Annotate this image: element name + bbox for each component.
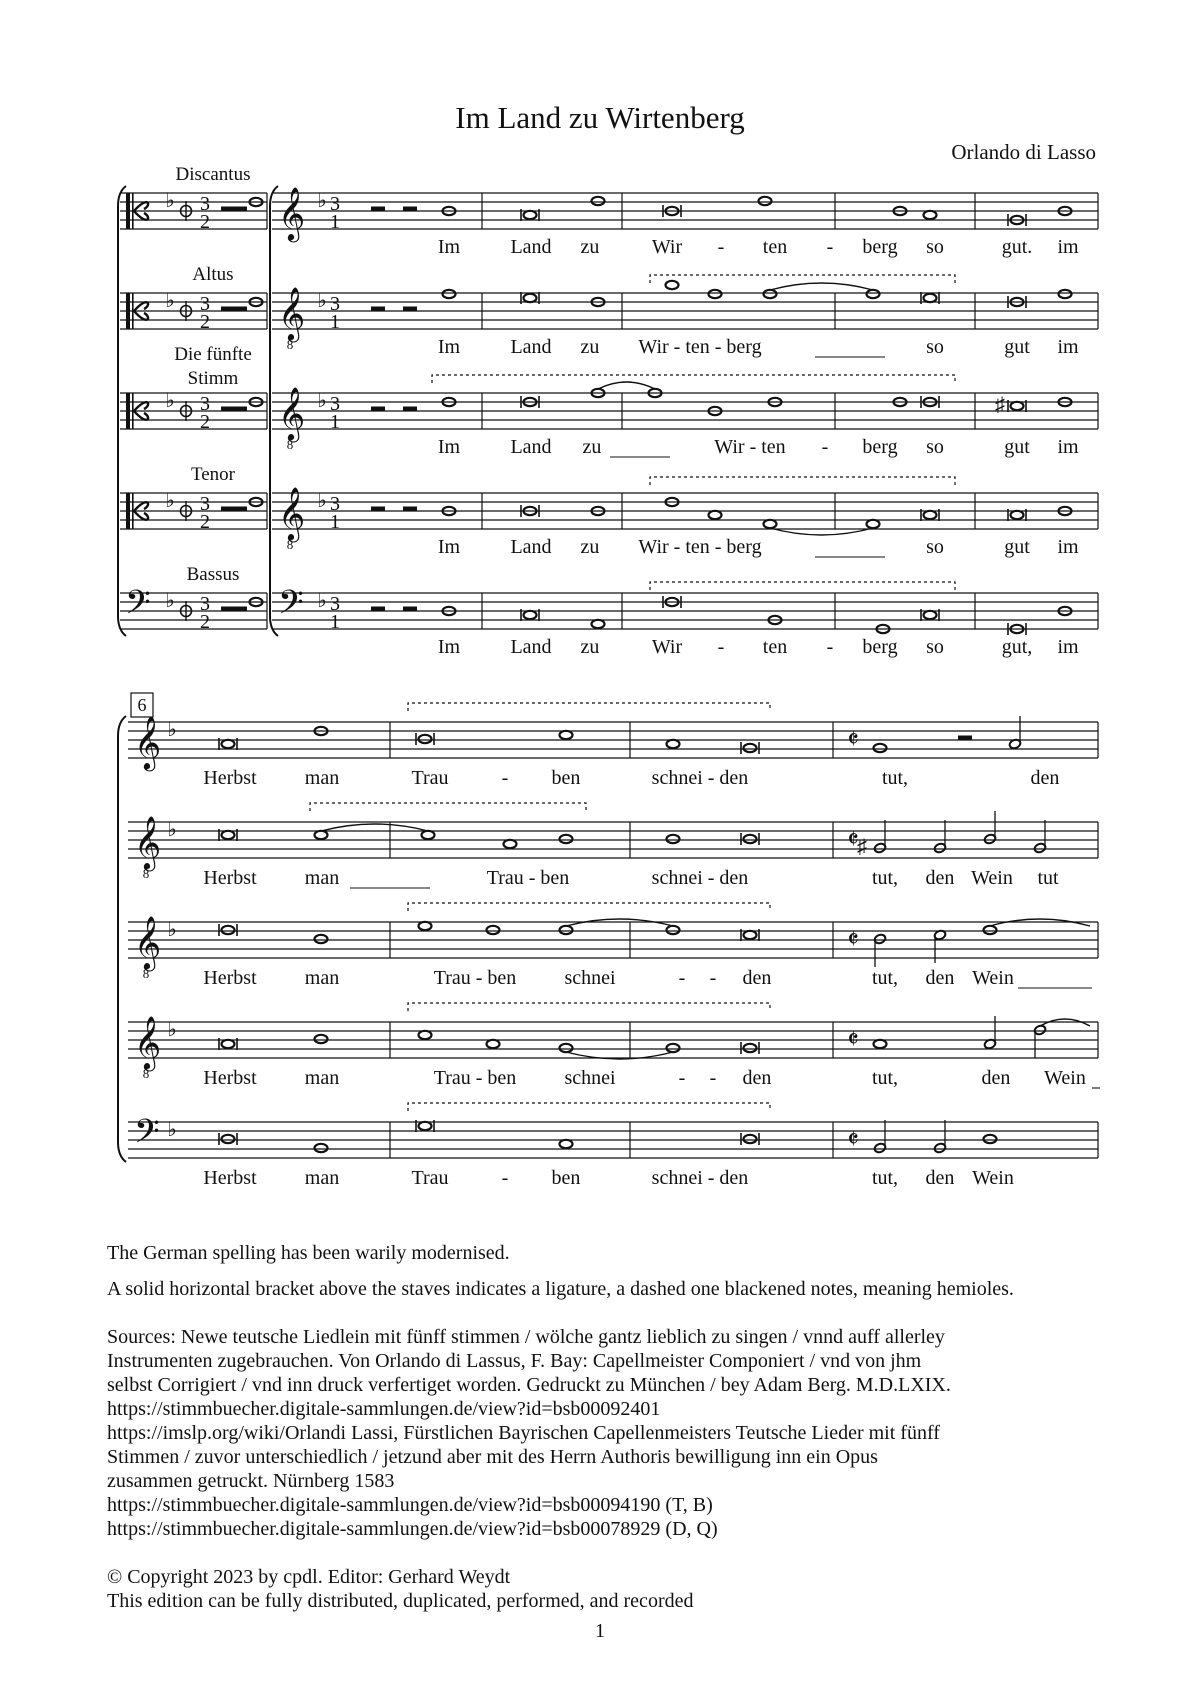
whole-note	[667, 926, 680, 934]
lyric-syllable: man	[304, 867, 340, 889]
incipit-rest	[221, 307, 235, 312]
time-signature-bottom: 2	[200, 411, 210, 433]
whole-note	[419, 1031, 432, 1039]
octave-eight-mark: 8	[286, 537, 294, 552]
breve-note	[419, 1122, 432, 1130]
breve-rest	[403, 207, 417, 212]
time-signature-bottom: 1	[330, 411, 340, 433]
lyric-syllable: zu	[580, 536, 600, 558]
time-signature-bottom: 1	[330, 311, 340, 333]
measure-number: 6	[137, 695, 147, 715]
c-clef-bar-thin	[132, 493, 134, 529]
hemiola-bracket	[408, 1103, 770, 1111]
bass-clef-icon: 𝄢	[134, 1113, 160, 1158]
time-signature-top: 3	[200, 493, 210, 515]
whole-note	[984, 1135, 997, 1143]
breve-rest	[403, 507, 417, 512]
time-signature-bottom: 1	[330, 211, 340, 233]
lyric-syllable: Trau - ben	[486, 867, 570, 889]
whole-note	[984, 926, 997, 934]
lyric-syllable: zu	[582, 436, 602, 458]
lyric-syllable: zu	[580, 236, 600, 258]
copyright-block	[107, 1565, 1117, 1613]
octave-eight-mark: 8	[286, 437, 294, 452]
footnote-brackets: A solid horizontal bracket above the staves indicates a ligature, a dashed one blackened notes, meaning hemioles.	[107, 1278, 1014, 1300]
lyric-syllable: zu	[580, 636, 600, 658]
treble-clef-icon: 𝄞	[134, 917, 162, 968]
breve-note	[744, 744, 757, 752]
breve-rest	[371, 507, 385, 512]
breve-note	[1011, 511, 1024, 519]
octave-eight-mark: 8	[286, 337, 294, 352]
source-line: Sources: Newe teutsche Liedlein mit fünff stimmen / wölche gantz lieblich zu singen / vnnd auff allerley	[107, 1326, 945, 1348]
cut-time-icon: 𝄵	[847, 1125, 859, 1154]
breve-note	[1011, 402, 1024, 410]
tie-slur	[321, 824, 428, 831]
cut-time-icon: 𝄵	[847, 925, 859, 954]
time-signature-bottom: 1	[330, 511, 340, 533]
whole-note	[422, 831, 435, 839]
lyric-syllable: den	[742, 1067, 772, 1089]
source-line: zusammen getruckt. Nürnberg 1583	[107, 1470, 395, 1492]
lyric-syllable: Wir - ten	[714, 436, 786, 458]
whole-note	[667, 1044, 680, 1052]
breve-note	[924, 294, 937, 302]
incipit-rest	[221, 507, 235, 512]
treble-clef-icon: 𝄞	[134, 717, 162, 768]
treble-clef-icon: 𝄞	[278, 288, 306, 339]
whole-note	[560, 1044, 573, 1052]
incipit-rest	[221, 607, 235, 612]
lyric-syllable: gut,	[1001, 636, 1033, 658]
lyric-syllable: gut.	[1001, 236, 1033, 258]
breve-rest	[371, 607, 385, 612]
sharp-icon: ♯	[995, 394, 1005, 416]
lyric-syllable: schnei - den	[651, 1167, 749, 1189]
lyric-syllable: gut	[1004, 336, 1030, 358]
lyric-syllable: den	[981, 1067, 1011, 1089]
lyric-syllable: Herbst	[203, 867, 257, 889]
lyric-syllable: den	[925, 967, 955, 989]
copyright-line: © Copyright 2023 by cpdl. Editor: Gerhard Weydt	[107, 1566, 511, 1588]
whole-note	[666, 281, 679, 289]
lyric-syllable: Land	[510, 336, 552, 358]
lyric-syllable: Im	[437, 536, 461, 558]
lyric-syllable: ten	[762, 236, 788, 258]
breve-note	[222, 926, 235, 934]
breve-note	[524, 211, 537, 219]
lyric-syllable: Wir	[651, 236, 683, 258]
hemiola-bracket	[650, 275, 955, 283]
flat-icon: ♭	[165, 290, 175, 312]
lyric-syllable: Land	[510, 636, 552, 658]
lyric-syllable: Im	[437, 236, 461, 258]
voice-name-quinta: Die fünfte	[174, 344, 252, 365]
flat-icon: ♭	[167, 1019, 177, 1041]
treble-clef-icon: 𝄞	[134, 817, 162, 868]
lyric-syllable: schnei	[564, 967, 616, 989]
whole-note	[560, 926, 573, 934]
lyric-syllable: -	[709, 967, 717, 989]
page-number: 1	[595, 1620, 605, 1642]
breve-rest	[371, 207, 385, 212]
whole-note	[419, 922, 432, 930]
treble-clef-icon: 𝄞	[278, 488, 306, 539]
time-signature-bottom: 2	[200, 611, 210, 633]
lyric-syllable: gut	[1004, 536, 1030, 558]
incipit-rest	[233, 607, 247, 612]
flat-icon: ♭	[165, 490, 175, 512]
flat-icon: ♭	[167, 819, 177, 841]
lyric-syllable: schnei - den	[651, 767, 749, 789]
c-clef-bar-thin	[132, 293, 134, 329]
whole-note	[874, 744, 887, 752]
breve-note	[744, 835, 757, 843]
lyric-syllable: Wein	[972, 967, 1014, 989]
source-line: https://stimmbuecher.digitale-sammlungen.de/view?id=bsb00094190 (T, B)	[107, 1494, 713, 1516]
whole-note	[709, 290, 722, 298]
bass-clef-icon: 𝄢	[125, 584, 151, 629]
source-line: selbst Corrigiert / vnd inn druck verfertiget worden. Gedruckt zu München / bey Adam Berg. M.D.LXIX.	[107, 1374, 951, 1396]
lyric-syllable: ten	[762, 636, 788, 658]
flat-icon: ♭	[165, 190, 175, 212]
octave-eight-mark: 8	[142, 866, 150, 881]
incipit-rest	[233, 307, 247, 312]
lyric-syllable: den	[925, 867, 955, 889]
composer-name: Orlando di Lasso	[951, 140, 1096, 164]
lyric-syllable: Land	[510, 536, 552, 558]
breve-rest	[403, 607, 417, 612]
time-signature-top: 3	[200, 293, 210, 315]
whole-note	[764, 520, 777, 528]
lyric-syllable: man	[304, 1167, 340, 1189]
incipit-rest	[233, 407, 247, 412]
lyric-syllable: so	[926, 536, 944, 558]
source-line: https://imslp.org/wiki/Orlandi Lassi, Fürstlichen Bayrischen Capellenmeisters Teutsche Lieder mit fünff	[107, 1422, 940, 1444]
octave-eight-mark: 8	[142, 966, 150, 981]
lyric-syllable: -	[709, 1067, 717, 1089]
whole-note	[315, 1144, 328, 1152]
c-clef-bar	[126, 393, 130, 429]
source-line: https://stimmbuecher.digitale-sammlungen.de/view?id=bsb00092401	[107, 1398, 661, 1420]
time-signature-top: 3	[330, 593, 340, 615]
lyric-syllable: so	[926, 236, 944, 258]
lyric-syllable: tut,	[871, 967, 899, 989]
whole-note	[867, 290, 880, 298]
lyric-syllable: Wir	[651, 636, 683, 658]
breve-note	[744, 1135, 757, 1143]
breve-note	[524, 611, 537, 619]
lyric-syllable: den	[742, 967, 772, 989]
incipit-rest	[221, 407, 235, 412]
sharp-icon: ♯	[857, 836, 867, 858]
hemiola-bracket	[650, 582, 955, 590]
time-signature-top: 3	[200, 593, 210, 615]
lyric-syllable: den	[1030, 767, 1060, 789]
flat-icon: ♭	[165, 590, 175, 612]
flat-icon: ♭	[317, 390, 327, 412]
whole-note	[487, 1040, 500, 1048]
c-clef-bar-thin	[132, 193, 134, 229]
hemiola-bracket	[408, 703, 770, 711]
tie-slur	[598, 382, 655, 389]
whole-note	[667, 740, 680, 748]
whole-note	[315, 935, 328, 943]
treble-clef-icon: 𝄞	[278, 388, 306, 439]
flat-icon: ♭	[317, 590, 327, 612]
hemiola-bracket	[408, 903, 770, 911]
lyric-syllable: Land	[510, 236, 552, 258]
hemiola-bracket	[432, 375, 955, 383]
breve-rest	[403, 307, 417, 312]
lyric-syllable: Im	[437, 436, 461, 458]
voice-name-bassus: Bassus	[186, 564, 240, 585]
whole-note	[487, 926, 500, 934]
whole-note	[667, 835, 680, 843]
hemiola-bracket	[310, 803, 586, 811]
flat-icon: ♭	[317, 490, 327, 512]
score-title: Im Land zu Wirtenberg	[455, 100, 745, 135]
lyric-syllable: Trau - ben	[433, 967, 517, 989]
lyric-syllable: -	[821, 436, 829, 458]
hemiola-bracket	[650, 477, 955, 485]
c-clef-bar	[126, 193, 130, 229]
breve-note	[222, 1135, 235, 1143]
breve-note	[222, 1040, 235, 1048]
lyric-syllable: Wein	[1044, 1067, 1086, 1089]
lyric-syllable: -	[826, 636, 834, 658]
c-clef-bar	[126, 293, 130, 329]
breve-note	[744, 1044, 757, 1052]
voice-name-altus: Altus	[192, 264, 234, 285]
lyric-syllable: berg	[862, 636, 898, 658]
voice-name-discantus: Discantus	[175, 164, 251, 185]
breve-rest	[371, 307, 385, 312]
time-signature-top: 3	[330, 193, 340, 215]
time-signature-bottom: 1	[330, 611, 340, 633]
whole-note	[560, 835, 573, 843]
breve-note	[419, 735, 432, 743]
flat-icon: ♭	[317, 290, 327, 312]
lyric-syllable: man	[304, 767, 340, 789]
lyric-syllable: Wein	[971, 867, 1013, 889]
lyric-syllable: berg	[862, 236, 898, 258]
flat-icon: ♭	[167, 919, 177, 941]
treble-clef-icon: 𝄞	[134, 1017, 162, 1068]
whole-note	[504, 840, 517, 848]
time-signature-top: 3	[330, 293, 340, 315]
lyric-syllable: Im	[437, 636, 461, 658]
copyright-line: This edition can be fully distributed, duplicated, performed, and recorded	[107, 1590, 694, 1612]
lyric-syllable: -	[678, 967, 686, 989]
lyric-syllable: im	[1057, 236, 1079, 258]
lyric-syllable: -	[501, 1167, 509, 1189]
lyric-syllable: ben	[551, 767, 581, 789]
breve-note	[744, 931, 757, 939]
c-clef-bar	[126, 493, 130, 529]
time-signature-bottom: 2	[200, 511, 210, 533]
whole-note	[764, 290, 777, 298]
treble-clef-icon: 𝄞	[278, 188, 306, 239]
breve-note	[222, 831, 235, 839]
lyric-syllable: Herbst	[203, 1167, 257, 1189]
c-clef-bar-thin	[132, 393, 134, 429]
breve-rest	[403, 407, 417, 412]
flat-icon: ♭	[167, 719, 177, 741]
lyric-syllable: Herbst	[203, 767, 257, 789]
lyric-syllable: -	[826, 236, 834, 258]
lyric-syllable: berg	[862, 436, 898, 458]
lyric-syllable: Trau - ben	[433, 1067, 517, 1089]
lyric-syllable: Herbst	[203, 1067, 257, 1089]
sources-block	[107, 1325, 1117, 1541]
flat-icon: ♭	[167, 1119, 177, 1141]
lyric-syllable: -	[501, 767, 509, 789]
lyric-syllable: im	[1057, 336, 1079, 358]
flat-icon: ♭	[165, 390, 175, 412]
breve-rest	[371, 407, 385, 412]
lyric-syllable: Wir - ten - berg	[638, 536, 762, 558]
whole-note	[874, 1040, 887, 1048]
lyric-syllable: so	[926, 436, 944, 458]
whole-note	[315, 831, 328, 839]
lyric-syllable: ben	[551, 1167, 581, 1189]
whole-note	[759, 197, 772, 205]
lyric-syllable: im	[1057, 636, 1079, 658]
lyric-syllable: den	[925, 1167, 955, 1189]
lyric-syllable: zu	[580, 336, 600, 358]
lyric-syllable: Land	[510, 436, 552, 458]
whole-note	[867, 520, 880, 528]
source-line: Stimmen / zuvor unterschiedlich / jetzund aber mit des Herrn Authoris bewilligung inn ein Opus	[107, 1446, 878, 1468]
bass-clef-icon: 𝄢	[278, 584, 304, 629]
lyric-syllable: tut,	[871, 1067, 899, 1089]
time-signature-top: 3	[200, 393, 210, 415]
lyric-syllable: tut,	[871, 1167, 899, 1189]
incipit-rest	[233, 207, 247, 212]
whole-note	[592, 620, 605, 628]
hemiola-bracket	[408, 1003, 770, 1011]
flat-icon: ♭	[317, 190, 327, 212]
source-line: https://stimmbuecher.digitale-sammlungen.de/view?id=bsb00078929 (D, Q)	[107, 1518, 718, 1540]
breve-note	[524, 294, 537, 302]
lyric-syllable: Wir - ten - berg	[638, 336, 762, 358]
whole-note	[560, 1140, 573, 1148]
lyric-syllable: so	[926, 336, 944, 358]
lyric-syllable: im	[1057, 536, 1079, 558]
whole-note	[1059, 290, 1072, 298]
lyric-syllable: schnei - den	[651, 867, 749, 889]
whole-note	[924, 211, 937, 219]
cut-time-icon: 𝄵	[847, 1025, 859, 1054]
octave-eight-mark: 8	[142, 1066, 150, 1081]
lyric-syllable: tut	[1037, 867, 1059, 889]
time-signature-top: 3	[200, 193, 210, 215]
time-signature-bottom: 2	[200, 311, 210, 333]
whole-note	[560, 731, 573, 739]
breve-note	[924, 611, 937, 619]
cut-time-icon: 𝄵	[847, 725, 859, 754]
lyric-syllable: man	[304, 967, 340, 989]
footnote-spelling: The German spelling has been warily modernised.	[107, 1242, 510, 1264]
lyric-syllable: Herbst	[203, 967, 257, 989]
breve-note	[924, 511, 937, 519]
whole-note	[315, 1035, 328, 1043]
lyric-syllable: man	[304, 1067, 340, 1089]
lyric-syllable: so	[926, 636, 944, 658]
time-signature-top: 3	[330, 393, 340, 415]
time-signature-bottom: 2	[200, 211, 210, 233]
lyric-syllable: -	[717, 236, 725, 258]
lyric-syllable: Wein	[972, 1167, 1014, 1189]
time-signature-top: 3	[330, 493, 340, 515]
lyric-syllable: -	[717, 636, 725, 658]
whole-note	[443, 290, 456, 298]
incipit-rest	[221, 207, 235, 212]
lyric-syllable: schnei	[564, 1067, 616, 1089]
lyric-syllable: tut,	[881, 767, 909, 789]
system-bracket	[118, 716, 126, 1162]
tie-slur	[770, 283, 873, 290]
voice-name-quinta: Stimm	[187, 368, 239, 389]
lyric-syllable: tut,	[871, 867, 899, 889]
lyric-syllable: Trau	[411, 767, 449, 789]
whole-note	[592, 197, 605, 205]
lyric-syllable: Trau	[411, 1167, 449, 1189]
incipit-rest	[233, 507, 247, 512]
whole-rest	[958, 736, 972, 741]
whole-note	[709, 511, 722, 519]
source-line: Instrumenten zugebrauchen. Von Orlando di Lassus, F. Bay: Capellmeister Componiert / vnd von jhm	[107, 1350, 922, 1372]
lyric-syllable: -	[678, 1067, 686, 1089]
cut-time-icon: 𝄵	[847, 825, 859, 854]
lyric-syllable: Im	[437, 336, 461, 358]
breve-note	[222, 740, 235, 748]
lyric-syllable: im	[1057, 436, 1079, 458]
voice-name-tenor: Tenor	[190, 464, 236, 485]
lyric-syllable: gut	[1004, 436, 1030, 458]
